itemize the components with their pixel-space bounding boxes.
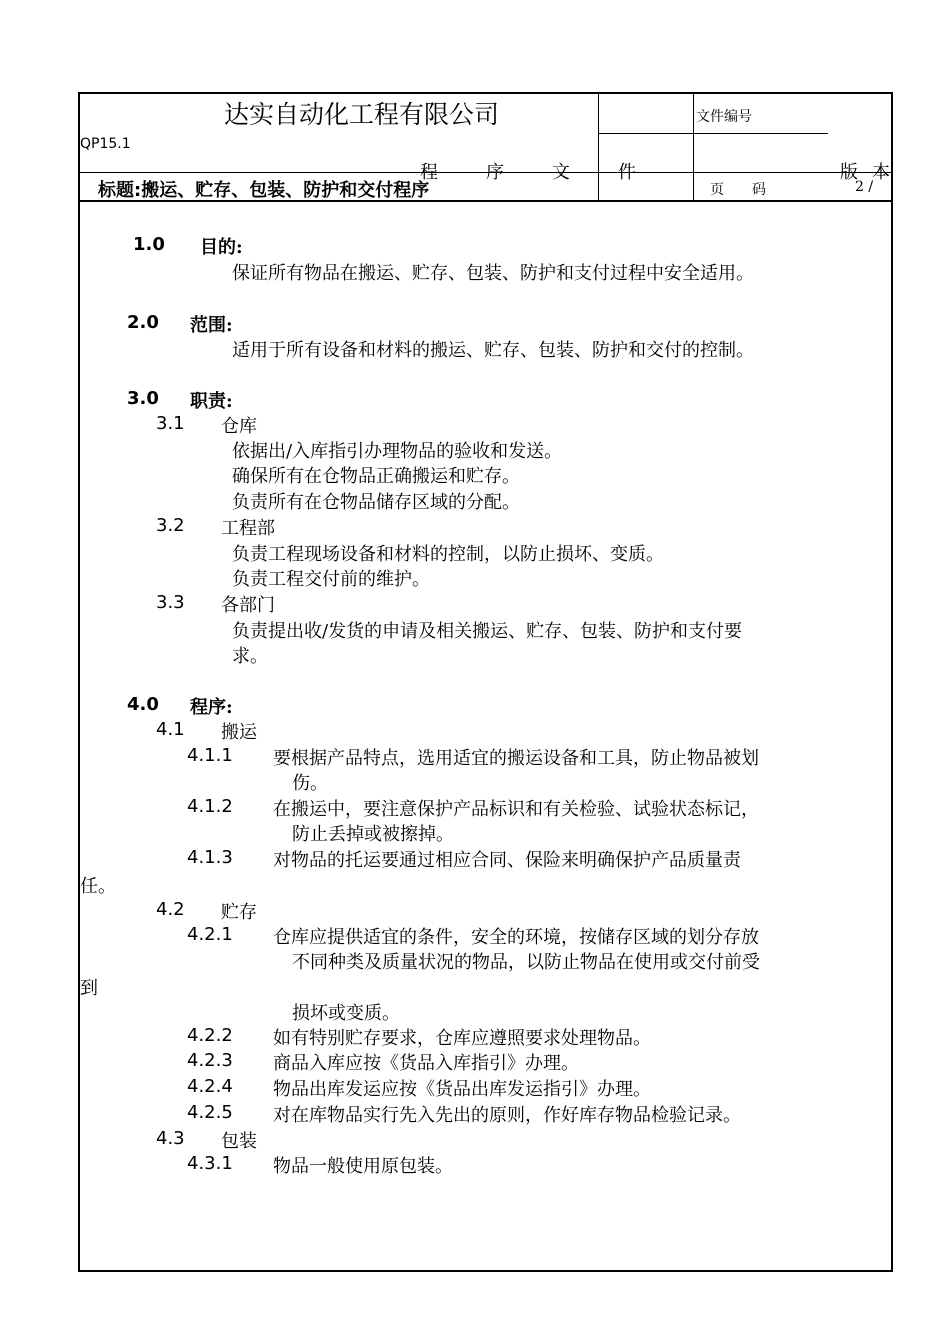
section-4-3-number: 4.3 bbox=[156, 1128, 185, 1149]
item-number: 4.1.2 bbox=[187, 796, 233, 817]
item-line: 任。 bbox=[80, 876, 116, 897]
section-3-3-line: 求。 bbox=[232, 646, 268, 667]
item-line: 物品一般使用原包装。 bbox=[273, 1156, 453, 1177]
doc-type-trail: 版本 bbox=[840, 162, 904, 183]
item-line: 商品入库应按《货品入库指引》办理。 bbox=[273, 1053, 579, 1074]
header-divider-vertical-2 bbox=[693, 92, 694, 200]
section-3-2-line: 负责工程现场设备和材料的控制，以防止损坏、变质。 bbox=[232, 544, 664, 565]
company-name: 达实自动化工程有限公司 bbox=[224, 100, 500, 129]
header-divider-horizontal-right bbox=[693, 133, 828, 134]
item-line: 防止丢掉或被擦掉。 bbox=[292, 824, 454, 845]
item-number: 4.2.3 bbox=[187, 1050, 233, 1071]
item-number: 4.1.3 bbox=[187, 847, 233, 868]
section-4-1-number: 4.1 bbox=[156, 719, 185, 740]
item-line: 如有特别贮存要求，仓库应遵照要求处理物品。 bbox=[273, 1028, 651, 1049]
section-1-title: 目的: bbox=[200, 237, 243, 258]
section-3-1-number: 3.1 bbox=[156, 413, 185, 434]
item-line: 到 bbox=[80, 978, 98, 999]
document-code: QP15.1 bbox=[80, 136, 131, 152]
item-line: 要根据产品特点，选用适宜的搬运设备和工具，防止物品被划 bbox=[273, 748, 759, 769]
section-4-number: 4.0 bbox=[127, 694, 159, 715]
doc-type-trail-clip bbox=[840, 158, 904, 183]
section-1-text: 保证所有物品在搬运、贮存、包装、防护和支付过程中安全适用。 bbox=[232, 263, 754, 284]
section-3-2-number: 3.2 bbox=[156, 515, 185, 536]
section-4-2-number: 4.2 bbox=[156, 899, 185, 920]
item-line: 不同种类及质量状况的物品，以防止物品在使用或交付前受 bbox=[292, 952, 760, 973]
section-3-2-line: 负责工程交付前的维护。 bbox=[232, 569, 430, 590]
section-3-1-line: 负责所有在仓物品储存区域的分配。 bbox=[232, 492, 520, 513]
item-number: 4.2.4 bbox=[187, 1076, 233, 1097]
section-3-1-line: 依据出/入库指引办理物品的验收和发送。 bbox=[232, 441, 563, 462]
item-line: 对在库物品实行先入先出的原则，作好库存物品检验记录。 bbox=[273, 1105, 741, 1126]
item-line: 对物品的托运要通过相应合同、保险来明确保护产品质量责 bbox=[273, 850, 741, 871]
section-3-3-line: 负责提出收/发货的申请及相关搬运、贮存、包装、防护和支付要 bbox=[232, 621, 743, 642]
item-number: 4.3.1 bbox=[187, 1153, 233, 1174]
section-2-number: 2.0 bbox=[127, 312, 159, 333]
item-line: 在搬运中，要注意保护产品标识和有关检验、试验状态标记， bbox=[273, 799, 759, 820]
item-number: 4.2.5 bbox=[187, 1102, 233, 1123]
doc-type: 程序文件 bbox=[420, 162, 684, 183]
section-2-title: 范围: bbox=[190, 315, 233, 336]
document-title: 标题:搬运、贮存、包装、防护和交付程序 bbox=[98, 180, 430, 201]
section-3-1-title: 仓库 bbox=[221, 416, 257, 437]
page-label: 页 码 bbox=[710, 182, 766, 198]
section-4-title: 程序: bbox=[190, 697, 233, 718]
header-divider-horizontal-left bbox=[598, 133, 693, 134]
item-line: 仓库应提供适宜的条件，安全的环境，按储存区域的划分存放 bbox=[273, 927, 759, 948]
page-value: 2 / bbox=[855, 179, 874, 195]
section-2-text: 适用于所有设备和材料的搬运、贮存、包装、防护和交付的控制。 bbox=[232, 340, 754, 361]
section-3-number: 3.0 bbox=[127, 388, 159, 409]
section-3-3-number: 3.3 bbox=[156, 592, 185, 613]
doc-type-clip bbox=[380, 158, 684, 183]
section-3-1-line: 确保所有在仓物品正确搬运和贮存。 bbox=[232, 466, 520, 487]
item-number: 4.2.2 bbox=[187, 1025, 233, 1046]
item-number: 4.2.1 bbox=[187, 924, 233, 945]
doc-no-label: 文件编号 bbox=[696, 109, 752, 125]
section-3-title: 职责: bbox=[190, 391, 233, 412]
section-3-3-title: 各部门 bbox=[221, 595, 275, 616]
item-line: 物品出库发运应按《货品出库发运指引》办理。 bbox=[273, 1079, 651, 1100]
section-4-3-title: 包装 bbox=[221, 1131, 257, 1152]
section-1-number: 1.0 bbox=[133, 234, 165, 255]
section-4-1-title: 搬运 bbox=[221, 722, 257, 743]
item-line: 损坏或变质。 bbox=[292, 1003, 400, 1024]
item-line: 伤。 bbox=[292, 773, 328, 794]
item-number: 4.1.1 bbox=[187, 745, 233, 766]
section-3-2-title: 工程部 bbox=[221, 518, 275, 539]
section-4-2-title: 贮存 bbox=[221, 902, 257, 923]
